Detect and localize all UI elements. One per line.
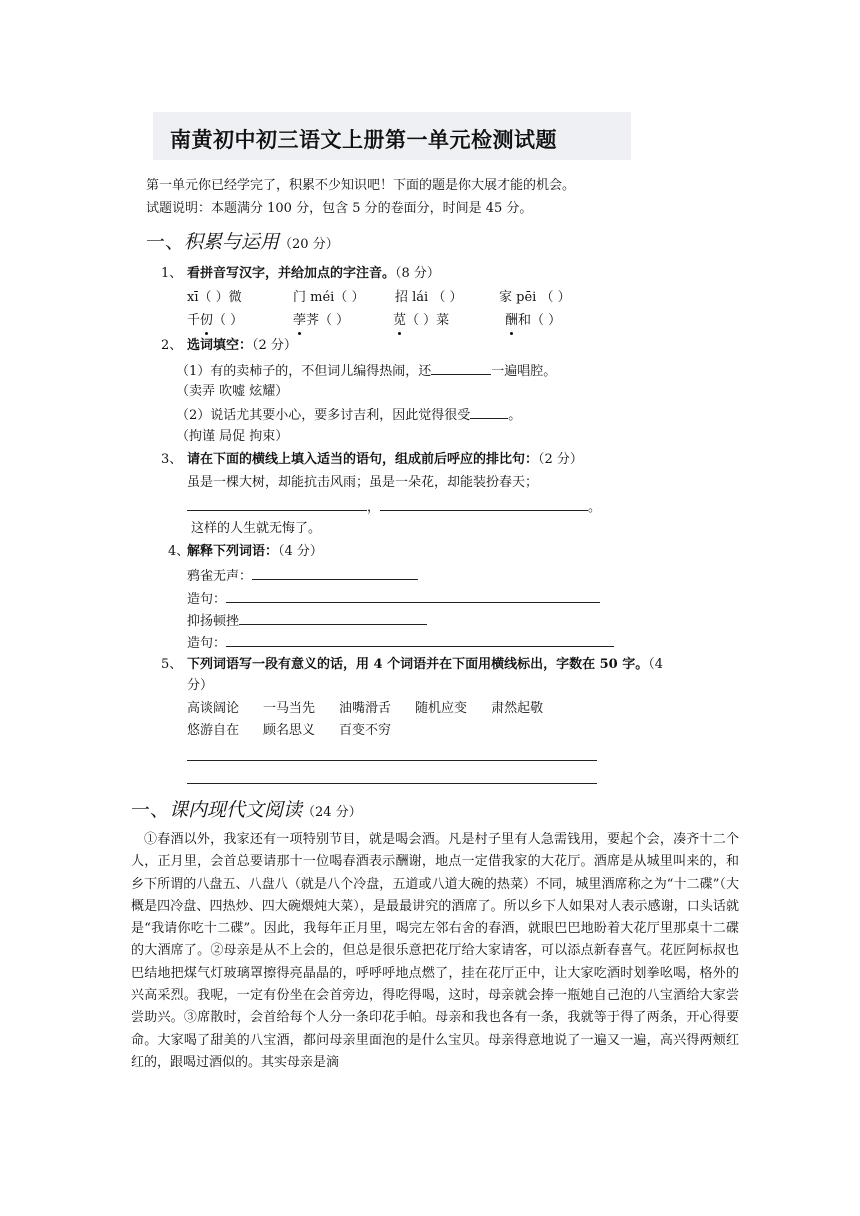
word-item: 一马当先 [263, 701, 316, 716]
fill-sentence-1: （1）有的卖柿子的，不但词儿编得热闹，还 一遍唱腔。 [176, 360, 556, 382]
section-prefix: 一、 [146, 231, 185, 253]
question-number: 1、 [161, 266, 183, 281]
answer-blank[interactable] [226, 588, 600, 603]
sentence-2: 造句： [187, 632, 614, 654]
answer-blank[interactable] [187, 496, 367, 511]
question-1 [161, 264, 440, 284]
answer-line[interactable] [187, 783, 597, 784]
pinyin-item: 门 méi（ ） [293, 290, 365, 305]
word-item: 顾名思义 [263, 723, 316, 738]
question-number: 4、 [168, 544, 190, 559]
word-item: 肃然起敬 [491, 701, 544, 716]
dotted-item: 荸荠（ ） [293, 311, 349, 331]
word-options-2: （拘谨 局促 拘束） [176, 429, 289, 444]
question-5 [161, 655, 663, 675]
dotted-item: 苋（ ）菜 [393, 311, 449, 331]
pinyin-item: 家 pēi （ ） [499, 290, 571, 305]
question-number: 2、 [161, 338, 183, 353]
question-5-points-cont: 分） [187, 678, 214, 693]
word-bank-row-2 [187, 721, 415, 741]
parallel-answer-line: ， 。 [187, 496, 601, 518]
define-word-2: 抑扬顿挫 [187, 610, 427, 632]
word-item: 悠游自在 [187, 723, 240, 738]
question-points: （8 分） [395, 266, 440, 281]
answer-blank[interactable] [239, 610, 427, 625]
intro-line-1: 第一单元你已经学完了，积累不少知识吧！下面的题是你大展才能的机会。 [146, 178, 576, 193]
question-2 [161, 336, 297, 356]
word-item: 百变不穷 [339, 723, 392, 738]
reading-text: ①春酒以外，我家还有一项特别节目，就是喝会酒。凡是村子里有人急需钱用，要起个会，凑齐十二个人，正月里，会首总要请那十一位喝春酒表示酬谢，地点一定借我家的大花厅。酒席是从城里叫来的，和乡下所谓的八盘五、八盘八（就是八个冷盘，五道或八道大碗的热菜）不同，城里酒席称之为“十二碟”（大概是四冷盘、四热炒、四大碗煨炖大菜），是最最讲究的酒席了。所以乡下人如果对人表示感谢，口头话就是“我请你吃十二碟”。因此，我每年正月里，喝完左邻右舍的春酒，就眼巴巴地盼着大花厅里那桌十二碟的大酒席了。②母亲是从不上会的，但总是很乐意把花厅给大家请客，可以添点新春喜气。花匠阿标叔也巴结地把煤气灯玻璃罩擦得亮晶晶的，呼呼呼地点燃了，挂在花厅正中，让大家吃酒时划拳吆喝，格外的兴高采烈。我呢，一定有份坐在会首旁边，得吃得喝，这时，母亲就会捧一瓶她自己泡的八宝酒给大家尝尝助兴。③席散时，会首给每个人分一条印花手帕。母亲和我也各有一条，我就等于得了两条，开心得要命。大家喝了甜美的八宝酒，都问母亲里面泡的是什么宝贝。母亲得意地说了一遍又一遍，高兴得两颊红红的，跟喝过酒似的。其实母亲是滴 [131, 832, 739, 1070]
question-text: 解释下列词语： [187, 544, 279, 559]
dotted-item: 千仞（ ） [187, 311, 243, 331]
parallel-sentence: 虽是一棵大树，却能抗击风雨；虽是一朵花，却能装扮春天； [187, 475, 539, 490]
section-prefix: 一、 [131, 799, 170, 821]
section-heading-1 [146, 229, 339, 258]
answer-blank[interactable] [470, 404, 508, 419]
question-points: （4 分） [278, 544, 323, 559]
section-name: 积累与运用 [184, 231, 280, 253]
word-item: 高谈阔论 [187, 701, 240, 716]
word-options-1: （卖弄 吹嘘 炫耀） [176, 384, 289, 399]
question-3 [161, 450, 583, 470]
question-text: 请在下面的横线上填入适当的语句，组成前后呼应的排比句： [187, 452, 539, 467]
word-bank-row-1 [187, 699, 567, 719]
question-text: 看拼音写汉字，并给加点的字注音。 [187, 266, 396, 281]
question-points: （2 分） [252, 338, 297, 353]
section-name: 课内现代文阅读 [169, 799, 303, 821]
section-points: （20 分） [279, 237, 339, 252]
section-points: （24 分） [302, 805, 362, 820]
intro-line-2: 试题说明：本题满分 100 分，包含 5 分的卷面分，时间是 45 分。 [146, 201, 533, 216]
answer-blank[interactable] [380, 496, 588, 511]
reading-passage [131, 829, 739, 1074]
question-text: 选词填空： [187, 338, 253, 353]
pinyin-item: xī（ ）微 [187, 290, 242, 305]
word-item: 随机应变 [415, 701, 468, 716]
sentence-1: 造句： [187, 588, 600, 610]
question-number: 3、 [161, 452, 183, 467]
question-text: 下列词语写一段有意义的话，用 4 个词语并在下面用横线标出，字数在 50 字。 [187, 657, 649, 672]
question-points: （2 分） [538, 452, 583, 467]
question-number: 5、 [161, 657, 183, 672]
page-title: 南黄初中初三语文上册第一单元检测试题 [170, 128, 557, 152]
dotted-item: 酬和（ ） [505, 311, 561, 331]
question-4 [168, 542, 323, 562]
parallel-ending: 这样的人生就无悔了。 [191, 521, 322, 536]
question-points: （4 [648, 657, 664, 672]
answer-blank[interactable] [226, 632, 614, 647]
answer-blank[interactable] [431, 360, 491, 375]
section-heading-2 [131, 797, 362, 826]
answer-line[interactable] [187, 760, 597, 761]
define-word-1: 鸦雀无声： [187, 565, 418, 587]
answer-blank[interactable] [252, 565, 418, 580]
pinyin-item: 招 lái （ ） [395, 290, 463, 305]
word-item: 油嘴滑舌 [339, 701, 392, 716]
fill-sentence-2: （2）说话尤其要小心，要多讨吉利，因此觉得很受 。 [176, 404, 521, 426]
